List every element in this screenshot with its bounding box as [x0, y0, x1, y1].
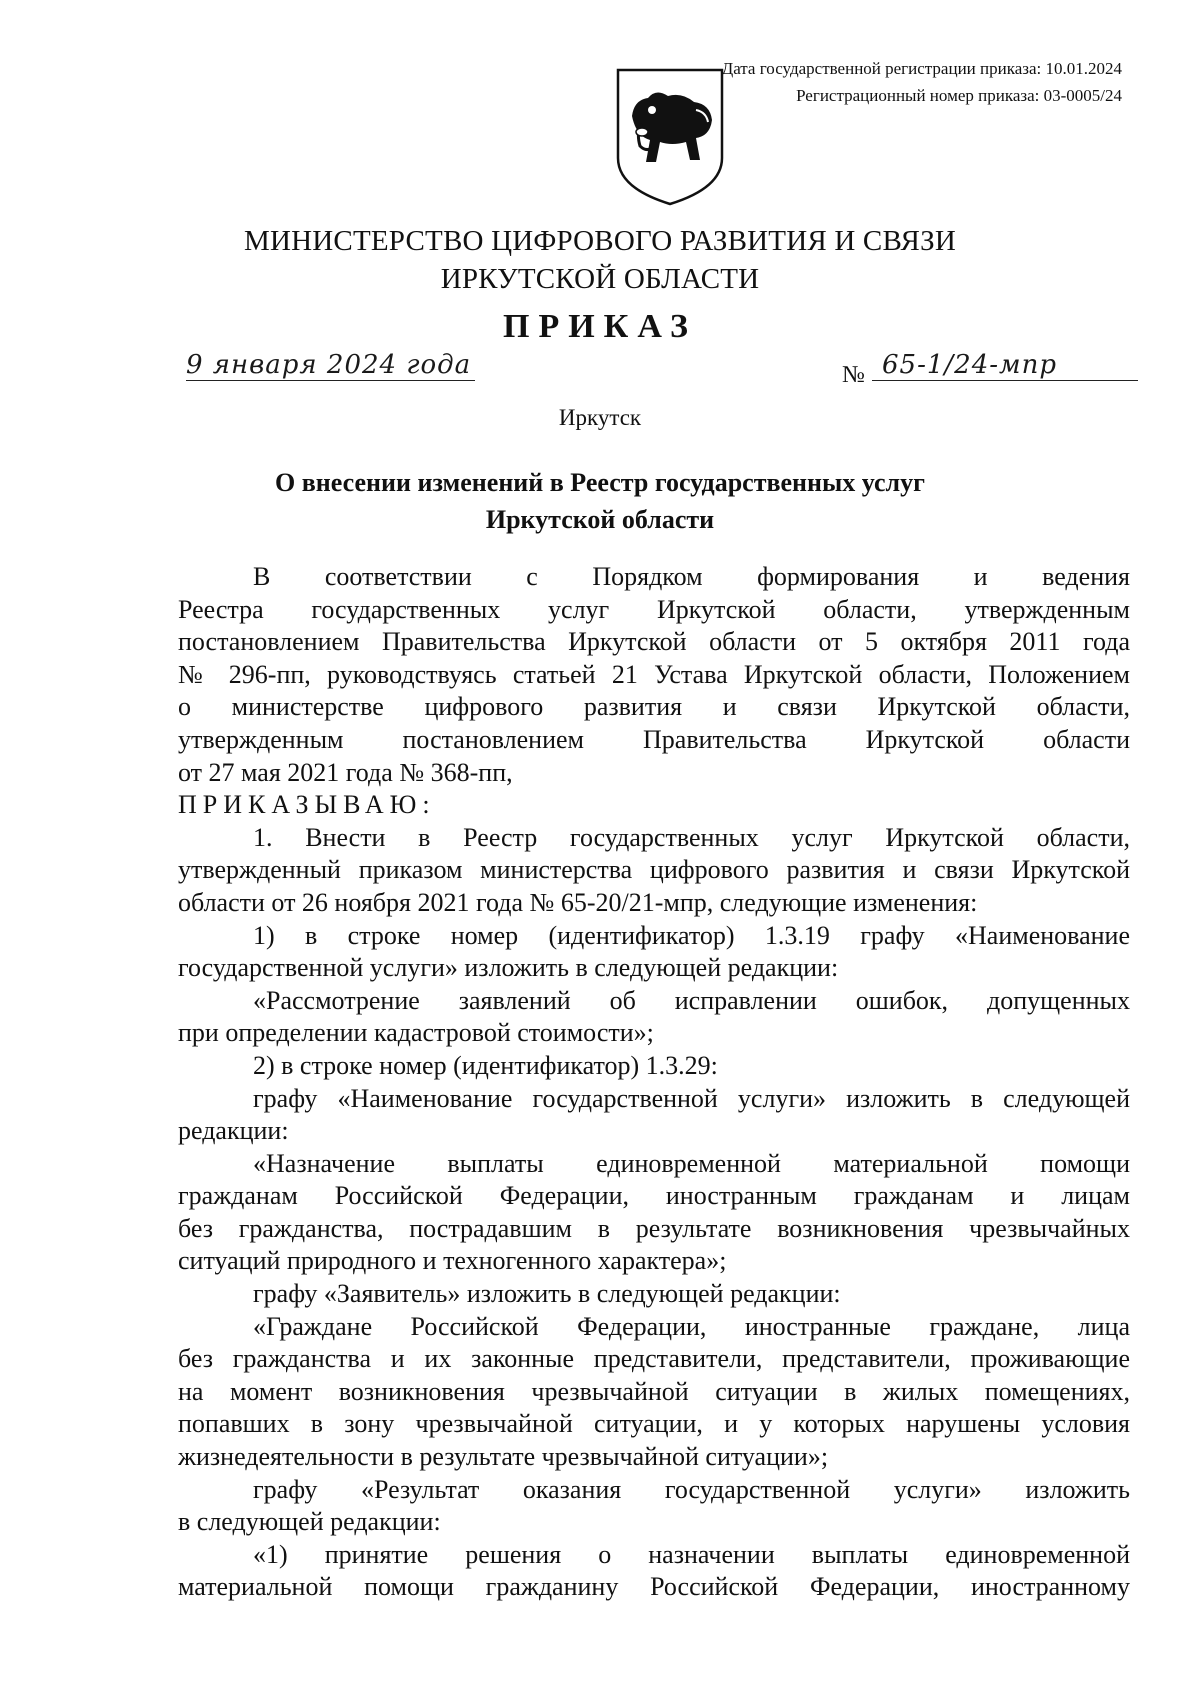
body-line: попавших в зону чрезвычайной ситуации, и у которых нарушены условия — [178, 1409, 1130, 1439]
body-line: от 27 мая 2021 года № 368-пп, — [178, 757, 513, 787]
body-line: о министерстве цифрового развития и связи Иркутской области, — [178, 692, 1130, 722]
handwritten-date: 9 января 2024 года — [186, 350, 475, 381]
body-line: «Рассмотрение заявлений об исправлении ошибок, допущенных — [253, 985, 1130, 1015]
body-line: графу «Заявитель» изложить в следующей редакции: — [253, 1279, 841, 1309]
document-title — [0, 464, 1200, 538]
body-line: утвержденный приказом министерства цифрового развития и связи Иркутской — [178, 855, 1130, 885]
body-line: без гражданства и их законные представители, представители, проживающие — [178, 1344, 1130, 1374]
body-line: государственной услуги» изложить в следующей редакции: — [178, 953, 839, 983]
body-line: гражданам Российской Федерации, иностранным гражданам и лицам — [178, 1181, 1130, 1211]
body-line: редакции: — [178, 1116, 289, 1146]
body-line: графу «Наименование государственной услуги» изложить в следующей — [253, 1083, 1130, 1113]
irkutsk-coat-of-arms-icon — [612, 66, 728, 208]
document-type: ПРИКАЗ — [503, 308, 697, 345]
body-line: при определении кадастровой стоимости»; — [178, 1018, 654, 1048]
body-line: 2) в строке номер (идентификатор) 1.3.29: — [253, 1050, 718, 1080]
body-line: № 296-пп, руководствуясь статьей 21 Устава Иркутской области, Положением — [178, 659, 1130, 689]
body-line: постановлением Правительства Иркутской области от 5 октября 2011 года — [178, 627, 1130, 657]
body-line: области от 26 ноября 2021 года № 65-20/21-мпр, следующие изменения: — [178, 887, 978, 917]
body-line: В соответствии с Порядком формирования и ведения — [253, 562, 1130, 591]
body-line: «Граждане Российской Федерации, иностранные граждане, лица — [253, 1311, 1130, 1341]
body-line: Реестра государственных услуг Иркутской области, утвержденным — [178, 594, 1130, 624]
body-line: графу «Результат оказания государственной услуги» изложить — [253, 1474, 1130, 1504]
ministry-line-1: МИНИСТЕРСТВО ЦИФРОВОГО РАЗВИТИЯ И СВЯЗИ — [244, 225, 956, 257]
number-label: № — [842, 362, 865, 388]
ministry-name — [0, 222, 1200, 298]
body-line: в следующей редакции: — [178, 1507, 441, 1537]
body-line: на момент возникновения чрезвычайной ситуации в жилых помещениях, — [178, 1376, 1130, 1406]
body-line: без гражданства, пострадавшим в результате возникновения чрезвычайных — [178, 1213, 1130, 1243]
body-line: 1. Внести в Реестр государственных услуг Иркутской области, — [253, 822, 1130, 852]
body-line: жизнедеятельности в результате чрезвычайной ситуации»; — [178, 1442, 829, 1472]
document-body — [178, 561, 1130, 1604]
ministry-line-2: ИРКУТСКОЙ ОБЛАСТИ — [440, 263, 760, 295]
body-line: ситуаций природного и техногенного характера»; — [178, 1246, 727, 1276]
body-line: «1) принятие решения о назначении выплаты единовременной — [253, 1539, 1130, 1569]
title-line-2: Иркутской области — [485, 505, 715, 534]
body-line: ПРИКАЗЫВАЮ: — [178, 790, 436, 820]
registration-date: Дата государственной регистрации приказа: 10.01.2024 — [721, 59, 1122, 78]
title-line-1: О внесении изменений в Реестр государственных услуг — [275, 468, 925, 497]
handwritten-number: 65-1/24-мпр — [872, 350, 1138, 381]
body-line: утвержденным постановлением Правительства Иркутской области — [178, 724, 1130, 754]
city: Иркутск — [558, 405, 642, 430]
registration-stamp — [722, 55, 1122, 109]
body-line: 1) в строке номер (идентификатор) 1.3.19 графу «Наименование — [253, 920, 1130, 950]
registration-number: Регистрационный номер приказа: 03-0005/24 — [796, 86, 1122, 105]
body-line: «Назначение выплаты единовременной материальной помощи — [253, 1148, 1130, 1178]
body-line: материальной помощи гражданину Российской Федерации, иностранному — [178, 1572, 1130, 1602]
